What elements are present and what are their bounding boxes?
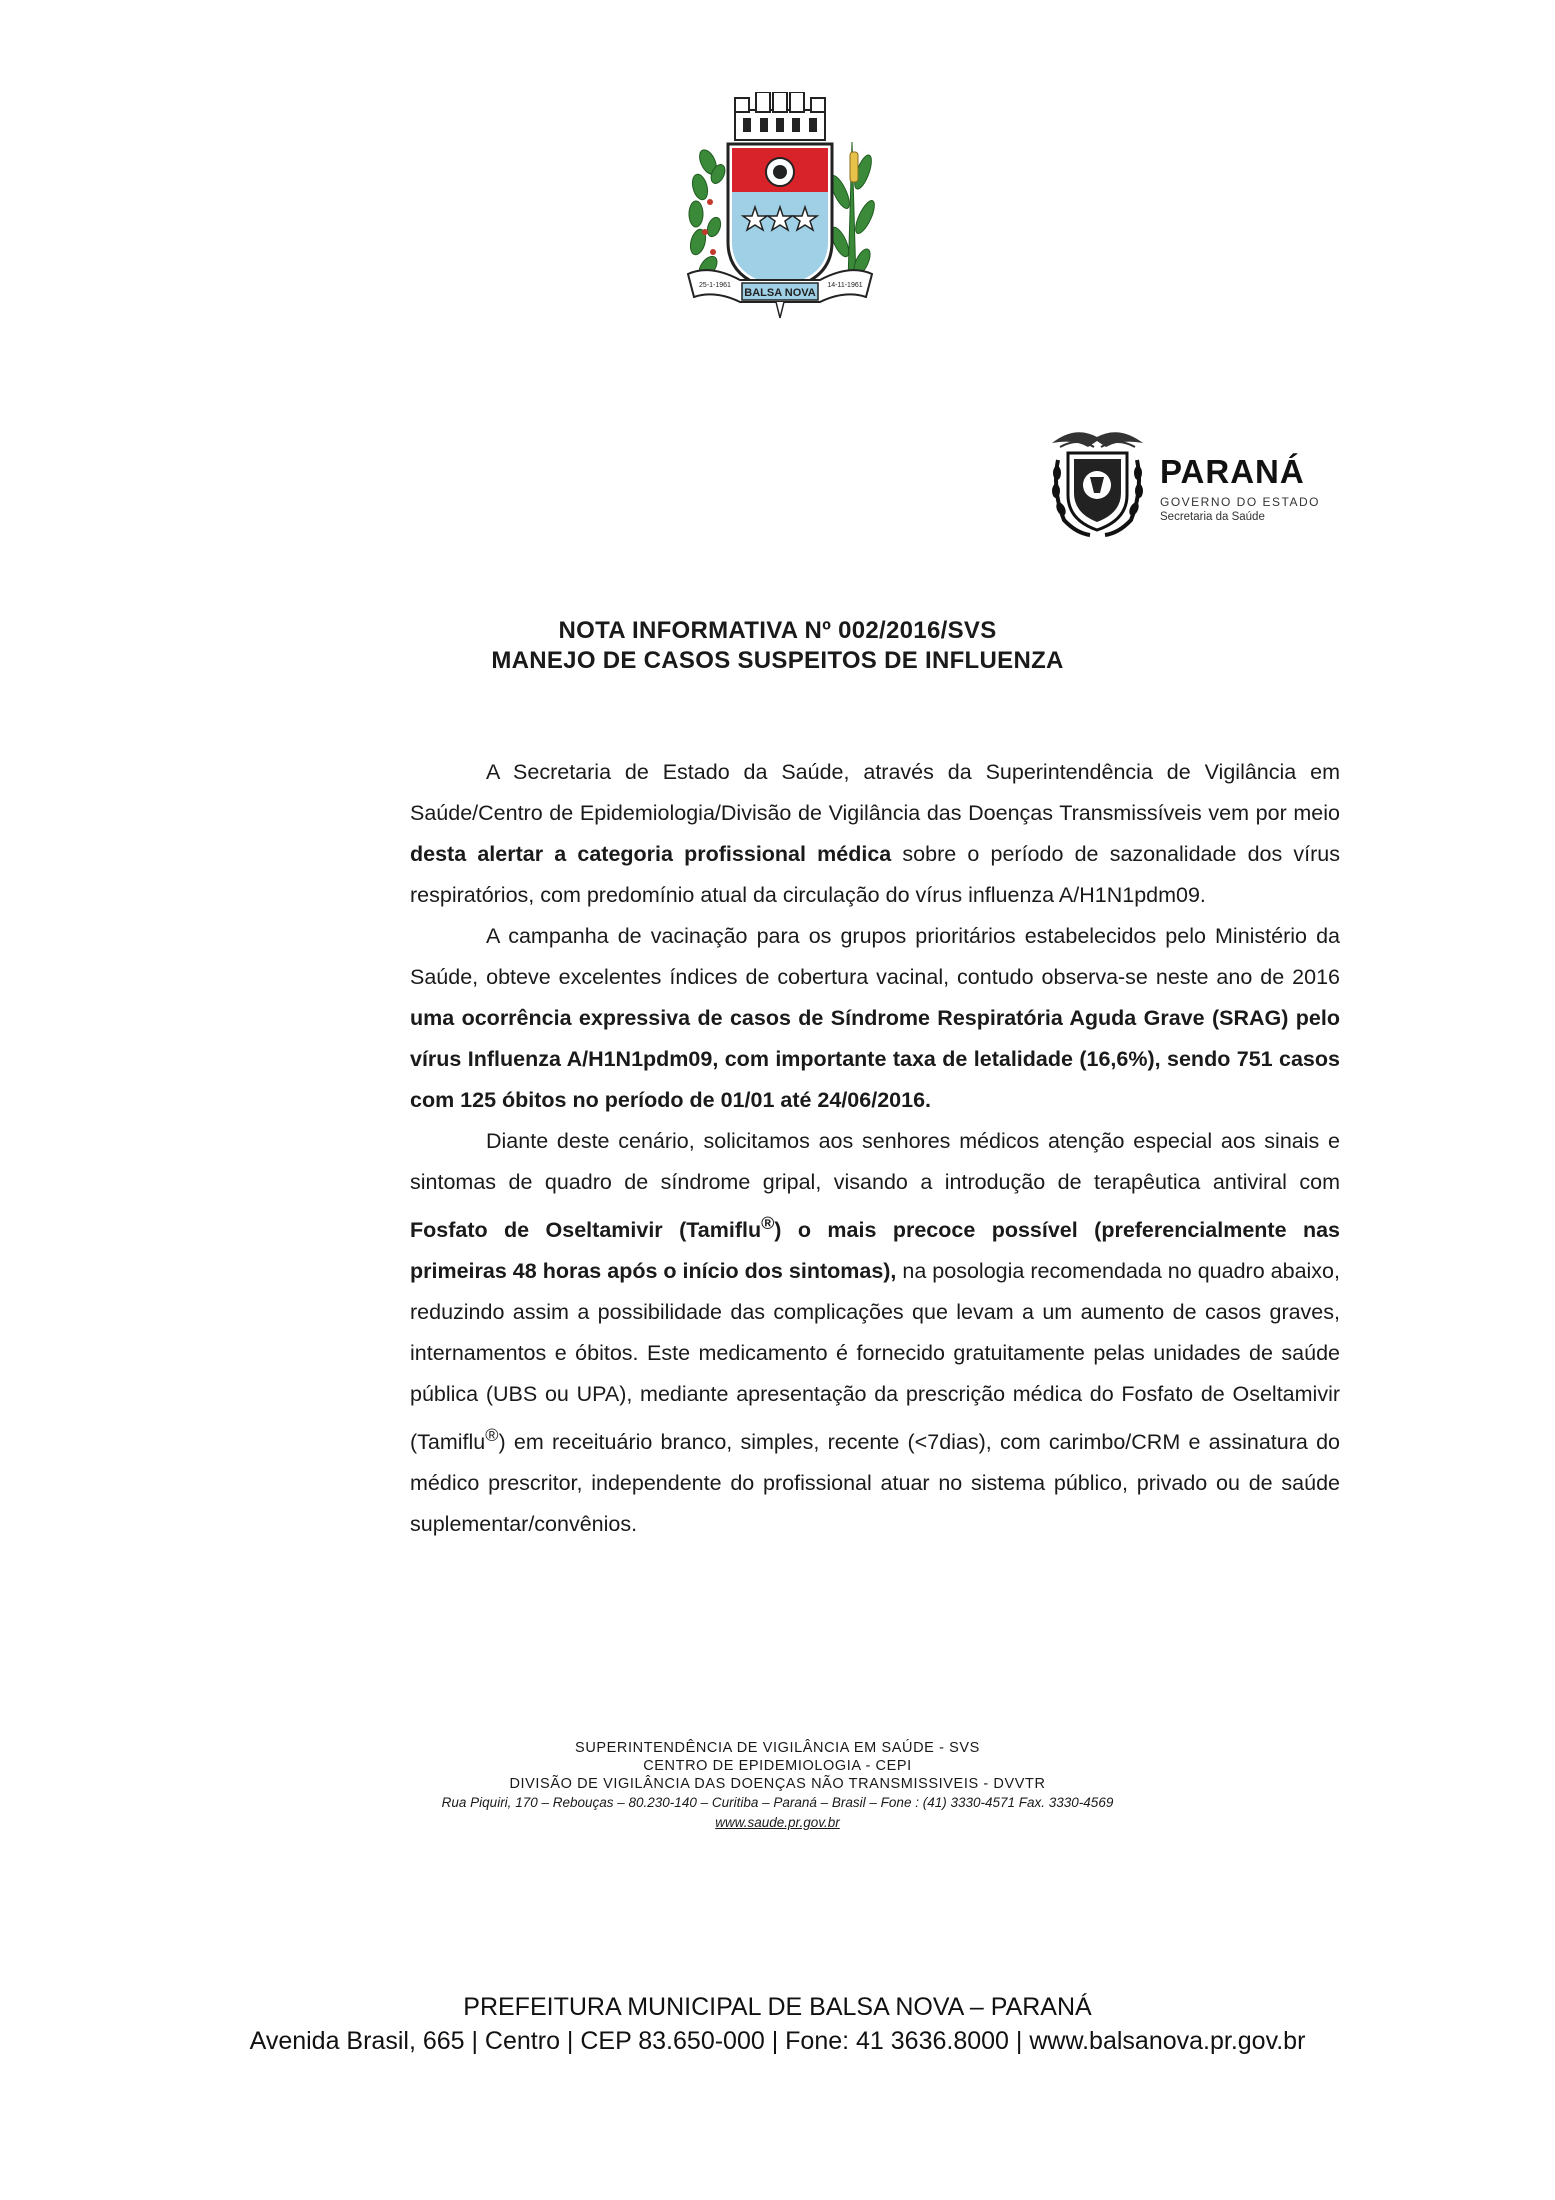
- title-line-1: NOTA INFORMATIVA Nº 002/2016/SVS: [558, 617, 997, 644]
- document-title: [0, 616, 1555, 676]
- state-name: PARANÁ: [1160, 453, 1305, 490]
- footer-line-2: Avenida Brasil, 665 | Centro | CEP 83.650-000 | Fone: 41 3636.8000 | www.balsanova.pr.gov.br: [249, 2027, 1306, 2055]
- paragraph-1-text-c: sobre o período de sazonalidade dos vírus respiratórios, com predomínio atual da circulação do vírus influenza A/H1N1pdm09.: [410, 842, 1340, 907]
- crest-banner-text: BALSA NOVA: [744, 287, 816, 299]
- paragraph-1: [410, 752, 1340, 916]
- title-line-2: MANEJO DE CASOS SUSPEITOS DE INFLUENZA: [491, 647, 1064, 674]
- registered-mark-2: ®: [485, 1425, 499, 1446]
- svs-footer: [0, 1739, 1555, 1833]
- paragraph-3: [410, 1121, 1340, 1545]
- paragraph-3-bold-b: ) o mais precoce possível (preferencialmente nas primeiras 48 horas após o início dos sintomas),: [410, 1218, 1340, 1284]
- crest-right-date: 14-11-1961: [827, 282, 863, 289]
- svs-website-link[interactable]: www.saude.pr.gov.br: [715, 1815, 840, 1830]
- municipal-coat-of-arms: [680, 92, 880, 327]
- paragraph-2-bold: uma ocorrência expressiva de casos de Síndrome Respiratória Aguda Grave (SRAG) pelo vírus Influenza A/H1N1pdm09, com importante taxa de letalidade (16,6%), sendo 751 casos com 125 óbitos no período de 01/01 até 24/06/2016.: [410, 1006, 1340, 1112]
- svs-line-1: SUPERINTENDÊNCIA DE VIGILÂNCIA EM SAÚDE - SVS: [575, 1740, 980, 1756]
- paragraph-2-text-a: A campanha de vacinação para os grupos prioritários estabelecidos pelo Ministério da Saúde, obteve excelentes índices de cobertura vacinal, contudo observa-se neste ano de 2016: [410, 924, 1340, 989]
- paragraph-3-text-a: Diante deste cenário, solicitamos aos senhores médicos atenção especial aos sinais e sintomas de quadro de síndrome gripal, visando a introdução de terapêutica antiviral com: [410, 1129, 1340, 1194]
- state-government-label: GOVERNO DO ESTADO: [1160, 495, 1320, 509]
- state-secretariat-label: Secretaria da Saúde: [1160, 511, 1265, 523]
- footer-line-1: PREFEITURA MUNICIPAL DE BALSA NOVA – PARANÁ: [463, 1993, 1092, 2021]
- document-body: [410, 752, 1340, 1545]
- paragraph-1-bold: desta alertar a categoria profissional médica: [410, 842, 892, 866]
- paragraph-3-text-d: ) em receituário branco, simples, recente (<7dias), com carimbo/CRM e assinatura do médico prescritor, independente do profissional atuar no sistema público, privado ou de saúde suplementar/convênios.: [410, 1430, 1340, 1537]
- registered-mark: ®: [761, 1213, 775, 1233]
- page-footer: [0, 1990, 1555, 2058]
- parana-state-logo: [1050, 425, 1350, 540]
- crest-left-date: 25-1-1961: [699, 282, 731, 289]
- paragraph-1-text-a: A Secretaria de Estado da Saúde, através da Superintendência de Vigilância em Saúde/Centro de Epidemiologia/Divisão de Vigilância das Doenças Transmissíveis vem por meio: [410, 760, 1340, 825]
- svs-line-3: DIVISÃO DE VIGILÂNCIA DAS DOENÇAS NÃO TRANSMISSIVEIS - DVVTR: [509, 1776, 1046, 1792]
- svs-address: Rua Piquiri, 170 – Rebouças – 80.230-140 – Curitiba – Paraná – Brasil – Fone : (41) 3330-4571 Fax. 3330-4569: [441, 1795, 1114, 1810]
- svs-line-2: CENTRO DE EPIDEMIOLOGIA - CEPI: [643, 1758, 912, 1774]
- parana-emblem-icon: [1050, 425, 1145, 540]
- paragraph-3-bold-a: Fosfato de Oseltamivir (Tamiflu: [410, 1218, 762, 1243]
- paragraph-3-text-c: na posologia recomendada no quadro abaixo, reduzindo assim a possibilidade das complicações que levam a um aumento de casos graves, internamentos e óbitos. Este medicamento é fornecido gratuitamente pelas unidades de saúde pública (UBS ou UPA), mediante apresentação da prescrição médica do Fosfato de Oseltamivir (Tamiflu: [410, 1259, 1340, 1455]
- paragraph-2: [410, 916, 1340, 1121]
